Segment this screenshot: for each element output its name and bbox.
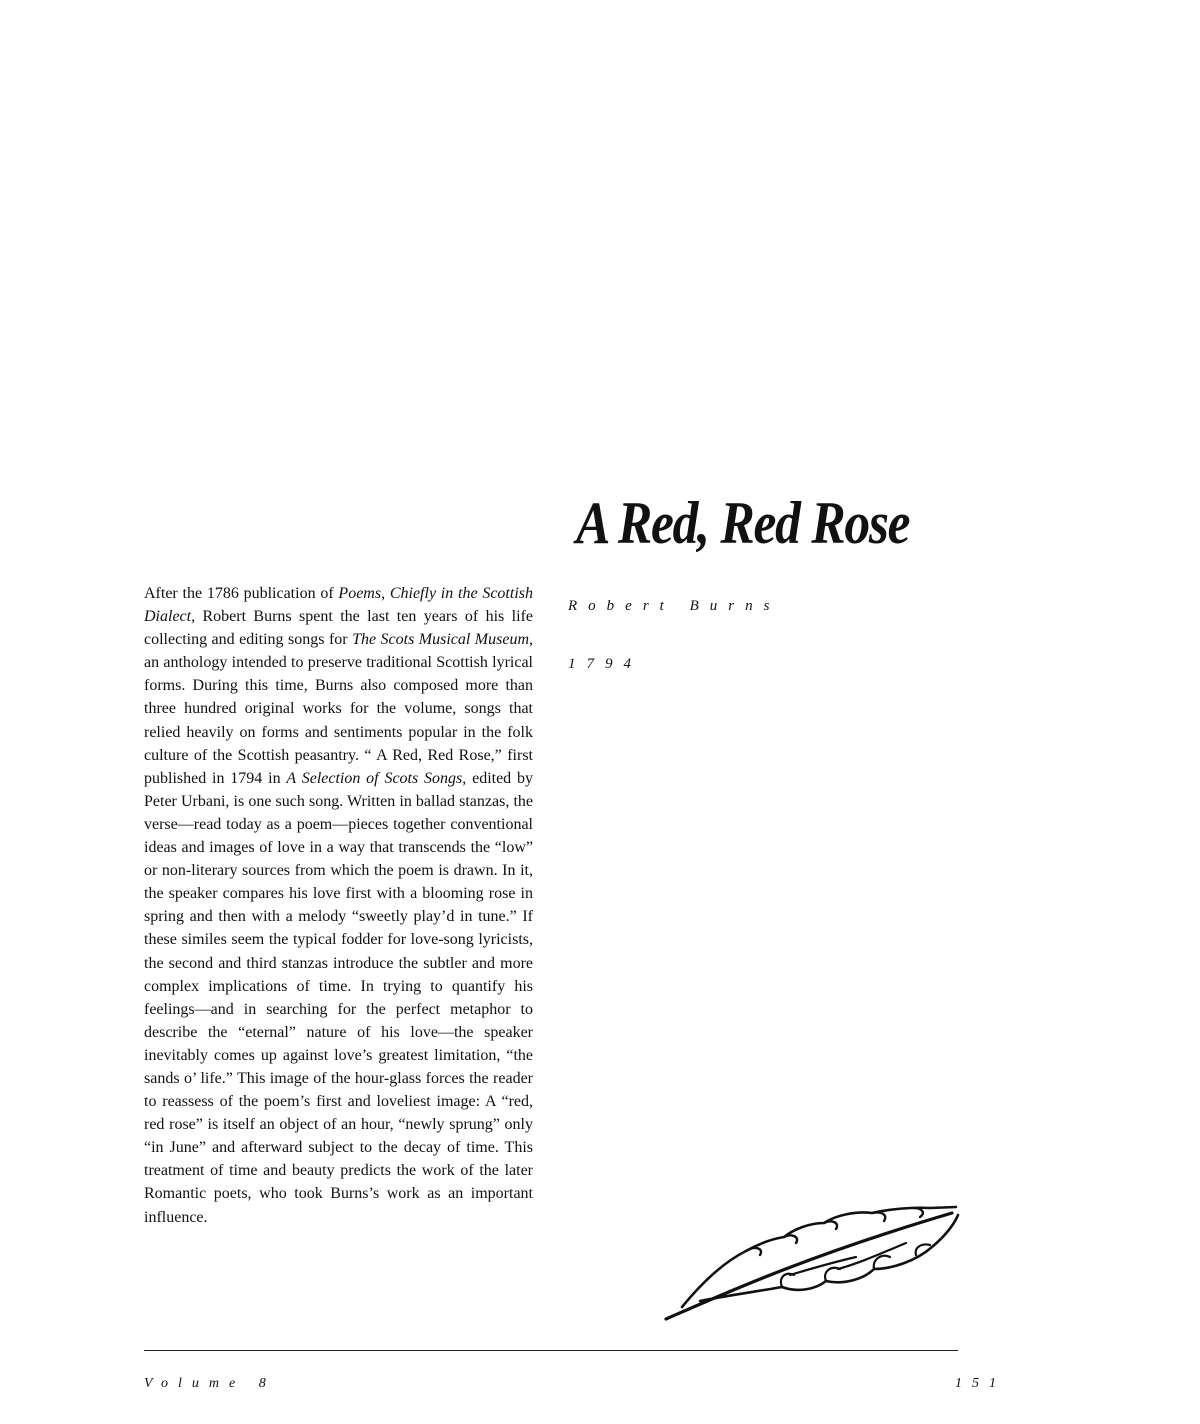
poem-title: A Red, Red Rose (576, 490, 910, 556)
footer-page-number: 151 (955, 1376, 1006, 1391)
quill-feather-icon (660, 1203, 960, 1325)
book-title-poems: Poems, Chiefly in the Scottish Dialect (144, 585, 533, 626)
intro-text: , edited by Peter Urbani, is one such song. Written in ballad stanzas, the verse—read today as a poem—pieces together conventional ideas and images of love in a way that transcends the “low” or non-literary sources from which the poem is drawn. In it, the speaker compares his love first with a blooming rose in spring and then with a melody “sweetly play’d in tune.” If these similes seem the typical fodder for love-song lyricists, the second and third stanzas introduce the subtler and more complex implications of time. In trying to quantify his feelings—and in searching for the perfect metaphor to describe the “eternal” nature of his love—the speaker inevitably comes up against love’s greatest limitation, “the sands o’ life.” This image of the hour-glass forces the reader to reassess of the poem’s first and loveliest image: A “red, red rose” is itself an object of an hour, “newly sprung” only “in June” and afterward subject to the decay of time. This treatment of time and beauty predicts the work of the later Romantic poets, who took Burns’s work as an important influence. (144, 769, 534, 1226)
book-title-museum: The Scots Musical Museum (352, 631, 530, 649)
intro-text: After the 1786 publication of (144, 585, 339, 602)
footer-volume: Volume 8 (144, 1376, 276, 1391)
intro-text: , an anthology intended to preserve traditional Scottish lyrical forms. During this time, Burns also composed more than three hundred original works for the volume, songs that relied heavily on forms and sentiments popular in the folk culture of the Scottish peasantry. “ A Red, Red Rose,” first published in 1794 in (144, 631, 534, 787)
intro-text: , Robert Burns spent the last ten years of his life collecting and editing songs for (144, 608, 533, 649)
introduction-paragraph (144, 582, 533, 1229)
footer-rule (144, 1350, 958, 1351)
book-title-selection: A Selection of Scots Songs (286, 769, 463, 787)
poem-author: Robert Burns (568, 598, 781, 614)
quill-shaft (666, 1213, 952, 1319)
poem-year: 1794 (568, 656, 642, 672)
